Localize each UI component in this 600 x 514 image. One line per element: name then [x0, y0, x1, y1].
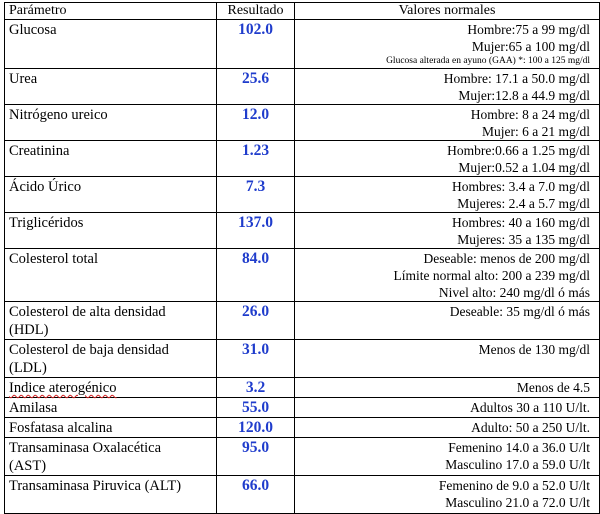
lab-results-table: [4, 2, 600, 514]
normal-range: Femenino de 9.0 a 52.0 U/lt Masculino 21.0 a 72.0 U/lt: [295, 476, 600, 514]
normal-range: Menos de 130 mg/dl: [295, 340, 600, 378]
table-row: [5, 249, 600, 302]
normal-range: Hombre: 17.1 a 50.0 mg/dl Mujer:12.8 a 44.9 mg/dl: [295, 69, 600, 105]
param-name: Nitrógeno ureico: [5, 105, 217, 141]
result-value: 26.0: [217, 302, 295, 340]
normal-range: Hombres: 3.4 a 7.0 mg/dl Mujeres: 2.4 a 5.7 mg/dl: [295, 177, 600, 213]
header-parametro: Parámetro: [5, 3, 217, 20]
param-name: Urea: [5, 69, 217, 105]
table-row: [5, 340, 600, 378]
table-row: [5, 177, 600, 213]
result-value: 137.0: [217, 213, 295, 249]
param-name: Indice aterogénico: [5, 378, 217, 398]
result-value: 1.23: [217, 141, 295, 177]
result-value: 31.0: [217, 340, 295, 378]
param-name: Triglicéridos: [5, 213, 217, 249]
normal-range: Hombre:75 a 99 mg/dl Mujer:65 a 100 mg/dl Glucosa alterada en ayuno (GAA) *: 100 a 125 mg/dl: [295, 20, 600, 69]
header-row: [5, 3, 600, 20]
result-value: 3.2: [217, 378, 295, 398]
table-row: [5, 398, 600, 418]
normal-range: Adulto: 50 a 250 U/lt.: [295, 418, 600, 438]
result-value: 84.0: [217, 249, 295, 302]
normal-range: Menos de 4.5: [295, 378, 600, 398]
result-value: 25.6: [217, 69, 295, 105]
param-name: Colesterol de alta densidad (HDL): [5, 302, 217, 340]
param-name: Amilasa: [5, 398, 217, 418]
param-name: Transaminasa Oxalacética (AST): [5, 438, 217, 476]
normal-range: Deseable: 35 mg/dl ó más: [295, 302, 600, 340]
table-row: [5, 20, 600, 69]
param-name: Colesterol de baja densidad (LDL): [5, 340, 217, 378]
result-value: 12.0: [217, 105, 295, 141]
table-row: [5, 302, 600, 340]
param-name: Fosfatasa alcalina: [5, 418, 217, 438]
table-row: [5, 69, 600, 105]
normal-range: Femenino 14.0 a 36.0 U/lt Masculino 17.0 a 59.0 U/lt: [295, 438, 600, 476]
param-name: Colesterol total: [5, 249, 217, 302]
table-row: [5, 378, 600, 398]
header-valores-normales: Valores normales: [295, 3, 600, 20]
normal-range: Hombre:0.66 a 1.25 mg/dl Mujer:0.52 a 1.04 mg/dl: [295, 141, 600, 177]
result-value: 55.0: [217, 398, 295, 418]
normal-range: Deseable: menos de 200 mg/dl Límite normal alto: 200 a 239 mg/dl Nivel alto: 240 mg/dl ó más: [295, 249, 600, 302]
result-value: 7.3: [217, 177, 295, 213]
param-name: Glucosa: [5, 20, 217, 69]
normal-range: Hombres: 40 a 160 mg/dl Mujeres: 35 a 135 mg/dl: [295, 213, 600, 249]
param-name: Ácido Úrico: [5, 177, 217, 213]
normal-range: Adultos 30 a 110 U/lt.: [295, 398, 600, 418]
param-name: Transaminasa Piruvica (ALT): [5, 476, 217, 514]
result-value: 66.0: [217, 476, 295, 514]
table-row: [5, 438, 600, 476]
param-name: Creatinina: [5, 141, 217, 177]
result-value: 95.0: [217, 438, 295, 476]
header-resultado: Resultado: [217, 3, 295, 20]
table-row: [5, 105, 600, 141]
table-row: [5, 476, 600, 514]
table-row: [5, 213, 600, 249]
result-value: 102.0: [217, 20, 295, 69]
normal-range: Hombre: 8 a 24 mg/dl Mujer: 6 a 21 mg/dl: [295, 105, 600, 141]
table-row: [5, 141, 600, 177]
table-row: [5, 418, 600, 438]
result-value: 120.0: [217, 418, 295, 438]
